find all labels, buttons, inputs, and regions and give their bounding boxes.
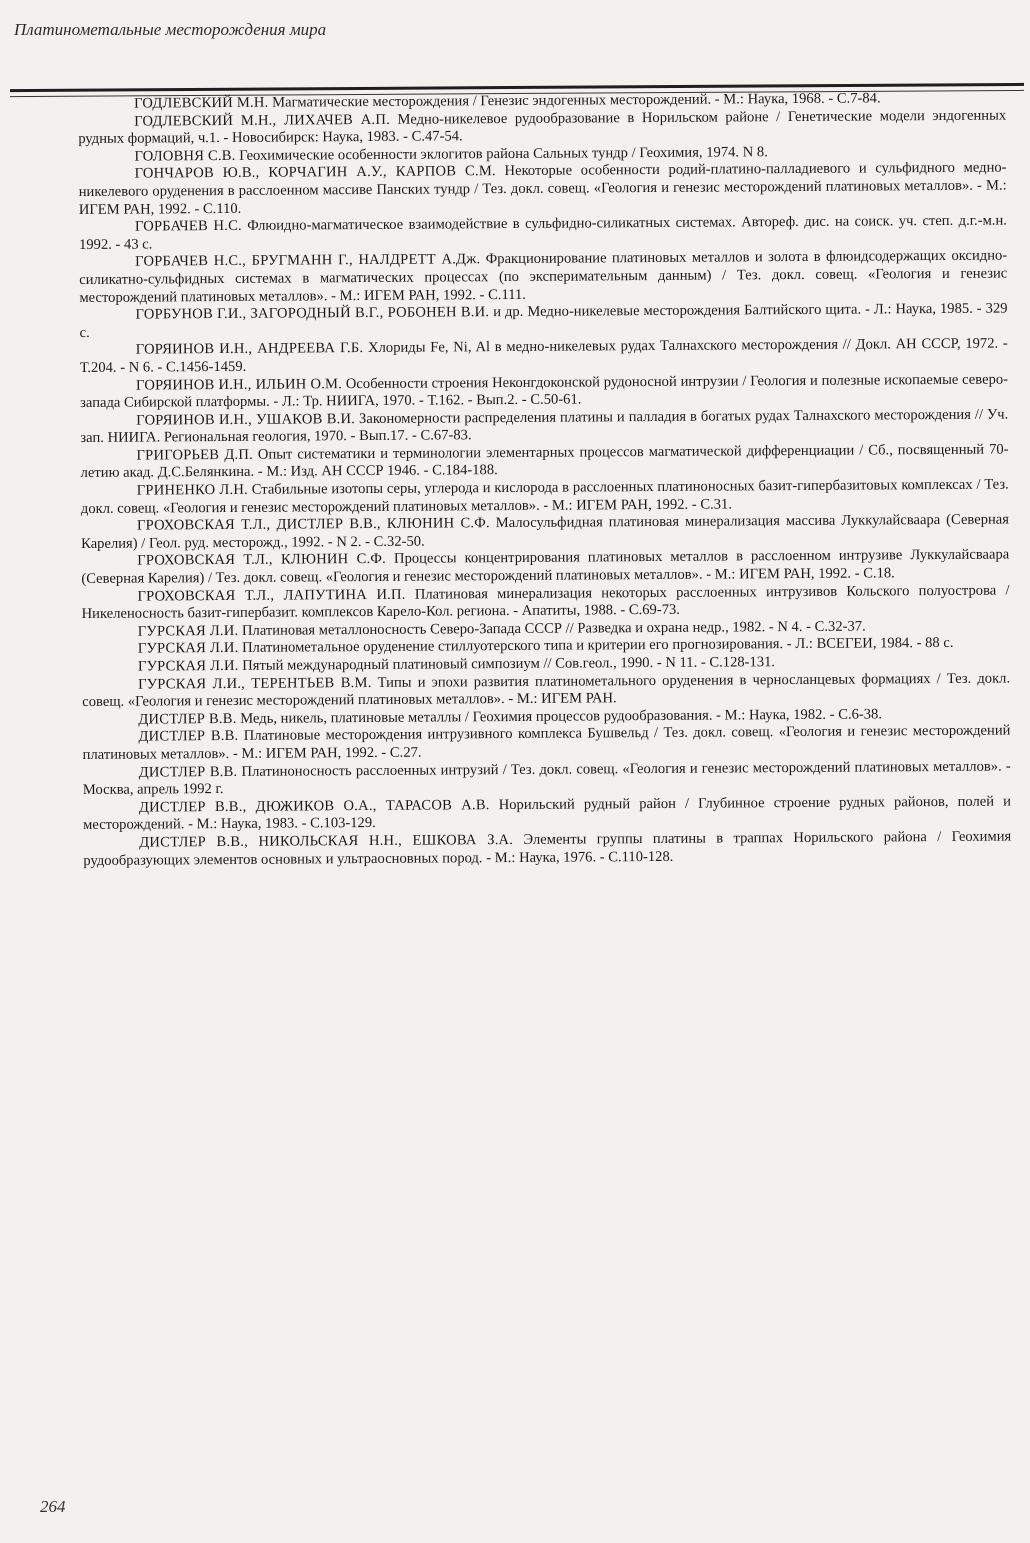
entry-author: ГОРБАЧЕВ Н.С. xyxy=(134,218,242,235)
entry-text: Процессы концентрирования платиновых металлов в расслоенном интрузиве Луккулайсваара (Северная Карелия) / Тез. докл. совещ. «Геология и генезис месторождений платиновых металлов». - М.: ИГЕМ РАН, 1992. - С.18. xyxy=(81,546,1010,588)
entry-text: Медно-никелевое рудообразование в Норильском районе / Генетические модели эндогенных рудных формаций, ч.1. - Новосибирск: Наука, 1983. - С.47-54. xyxy=(78,107,1007,148)
running-header: Платинометальные месторождения мира xyxy=(14,20,327,39)
entry-text: Элементы группы платины в траппах Норильского района / Геохимия рудообразующих элементов основных и ультраосновных пород. - М.: Наука, 1976. - С.110-128. xyxy=(83,828,1012,869)
entry-text: Особенности строения Неконгдоконской рудоносной интрузии / Геология и полезные ископаемые северо-запада Сибирской платформы. - Л.: Тр. НИИГА, 1970. - Т.162. - Вып.2. - С.50-61. xyxy=(80,371,1009,412)
entry-author: ГРИГОРЬЕВ Д.П. xyxy=(136,446,253,464)
entry-author: ГРОХОВСКАЯ Т.Л., КЛЮНИН С.Ф. xyxy=(137,551,387,570)
entry-text: Некоторые особенности родий-платино-палладиевого и сульфидного медно-никелевого оруденения в расслоенном массиве Панских тундр / Тез. докл. совещ. «Геология и генезис месторождений платиновых металлов». - М.: ИГЕМ РАН, 1992. - С.110. xyxy=(78,159,1007,218)
entry-text: Закономерности распределения платины и палладия в богатых рудах Талнахского месторождения // Уч. зап. НИИГА. Региональная геология, 1970. - Вып.17. - С.67-83. xyxy=(80,406,1009,447)
entry-author: ГОНЧАРОВ Ю.В., КОРЧАГИН А.У., КАРПОВ С.М. xyxy=(134,163,496,182)
entry-author: ГОДЛЕВСКИЙ М.Н., ЛИХАЧЕВ А.П. xyxy=(134,111,390,130)
entry-text: Типы и эпохи развития платинометального оруденения в черносланцевых формациях / Тез. докл. совещ. «Геология и генезис месторождений платиновых металлов». - М.: ИГЕМ РАН. xyxy=(82,670,1011,711)
entry-text: и др. Медно-никелевые месторождения Балтийского щита. - Л.: Наука, 1985. - 329 с. xyxy=(79,300,1008,341)
entry-text: Геохимические особенности эклогитов района Сальных тундр / Геохимия, 1974. N 8. xyxy=(235,143,768,164)
entry-text: Опыт систематики и терминологии элементарных процессов магматической дифференциации / Сб., посвященный 70-летию акад. Д.С.Белянкина. - М.: Изд. АН СССР 1946. - С.184-188. xyxy=(80,441,1009,482)
entry-text: Платиновая минерализация некоторых расслоенных интрузивов Кольского полуострова / Никеленосность базит-гипербазит. комплексов Карело-Кол. региона. - Апатиты, 1988. - С.69-73. xyxy=(81,582,1010,623)
entry-text: Магматические месторождения / Генезис эндогенных месторождений. - М.: Наука, 1968. - С.7-84. xyxy=(268,90,881,111)
bibliography-entry xyxy=(83,828,1011,870)
entry-text: Медь, никель, платиновые металлы / Геохимия процессов рудообразования. - М.: Наука, 1982. - С.6-38. xyxy=(236,706,883,727)
bibliography-entry xyxy=(79,248,1007,307)
entry-author: ГУРСКАЯ Л.И. xyxy=(137,657,239,675)
entry-author: ДИСТЛЕР В.В. xyxy=(138,710,237,728)
entry-author: ГРОХОВСКАЯ Т.Л., ДИСТЛЕР В.В., КЛЮНИН С.Ф. xyxy=(136,515,490,534)
entry-author: ГРИНЕНКО Л.Н. xyxy=(136,481,248,499)
entry-author: ДИСТЛЕР В.В. xyxy=(138,728,239,745)
entry-text: Платиноносность расслоенных интрузий / Тез. докл. совещ. «Геология и генезис месторождений платиновых металлов». - Москва, апрель 1992 г. xyxy=(82,758,1011,799)
entry-text: Платиновая металлоносность Северо-Запада СССР // Разведка и охрана недр., 1982. - N 4. - С.32-37. xyxy=(238,618,866,639)
page-number: 264 xyxy=(40,1497,66,1516)
entry-text: Малосульфидная платиновая минерализация массива Луккулайсваара (Северная Карелия) / Геол. руд. месторожд., 1992. - N 2. - С.32-50. xyxy=(81,511,1010,552)
bibliography-list xyxy=(78,90,1011,871)
entry-author: ГОРЯИНОВ И.Н., АНДРЕЕВА Г.Б. xyxy=(135,340,364,358)
entry-author: ДИСТЛЕР В.В. xyxy=(138,763,238,781)
entry-author: ГОРЯИНОВ И.Н., УШАКОВ В.И. xyxy=(136,410,356,429)
entry-author: ГУРСКАЯ Л.И. xyxy=(137,640,239,658)
entry-author: ГОРБАЧЕВ Н.С., БРУГМАНН Г., НАЛДРЕТТ А.Дж. xyxy=(135,251,481,270)
entry-author: ГУРСКАЯ Л.И. xyxy=(137,622,239,640)
entry-text: Хлориды Fe, Ni, Al в медно-никелевых рудах Талнахского месторождения // Докл. АН СССР, 1972. - Т.204. - N 6. - С.1456-1459. xyxy=(79,335,1008,376)
entry-author: ГОРЯИНОВ И.Н., ИЛЬИН О.М. xyxy=(135,375,343,394)
bibliography-entry xyxy=(78,160,1006,219)
entry-author: ГОЛОВНЯ С.В. xyxy=(134,147,236,165)
entry-author: ДИСТЛЕР В.В., НИКОЛЬСКАЯ Н.Н., ЕШКОВА З.А. xyxy=(139,831,514,851)
entry-text: Платинометальное оруденение стиллуотерского типа и критерии его прогнозирования. - Л.: ВСЕГЕИ, 1984. - 88 с. xyxy=(238,635,954,657)
entry-author: ДИСТЛЕР В.В., ДЮЖИКОВ О.А., ТАРАСОВ А.В. xyxy=(138,796,490,816)
entry-text: Пятый международный платиновый симпозиум // Сов.геол., 1990. - N 11. - С.128-131. xyxy=(238,654,776,674)
entry-text: Платиновые месторождения интрузивного комплекса Бушвельд / Тез. докл. совещ. «Геология и генезис месторождений платиновых металлов». - М.: ИГЕМ РАН, 1992. - С.27. xyxy=(82,722,1011,763)
entry-author: ГОДЛЕВСКИЙ М.Н. xyxy=(133,94,269,112)
entry-author: ГРОХОВСКАЯ Т.Л., ЛАПУТИНА И.П. xyxy=(137,586,406,605)
entry-author: ГУРСКАЯ Л.И., ТЕРЕНТЬЕВ В.М. xyxy=(138,674,372,693)
entry-text: Флюидно-магматическое взаимодействие в сульфидно-силикатных системах. Автореф. дис. на соиск. уч. степ. д.г.-м.н. 1992. - 43 с. xyxy=(78,212,1007,253)
entry-text: Стабильные изотопы серы, углерода и кислорода в расслоенных платиноносных базит-гипербазитовых комплексах / Тез. докл. совещ. «Геология и генезис месторождений платиновых металлов». - М.: ИГЕМ РАН, 1992. - С.31. xyxy=(80,476,1009,517)
entry-text: Норильский рудный район / Глубинное строение рудных районов, полей и месторождений. - М.: Наука, 1983. - С.103-129. xyxy=(83,793,1012,834)
entry-author: ГОРБУНОВ Г.И., ЗАГОРОДНЫЙ В.Г., РОБОНЕН В.И. xyxy=(135,304,490,323)
entry-text: Фракционирование платиновых металлов и золота в флюидсодержащих оксидно-силикатно-сульфидных системах в магматических процессах (по эксперимательным данным) / Тез. докл. совещ. «Геология и генезис месторождений платиновых металлов». - М.: ИГЕМ РАН, 1992. - С.111. xyxy=(79,247,1008,306)
